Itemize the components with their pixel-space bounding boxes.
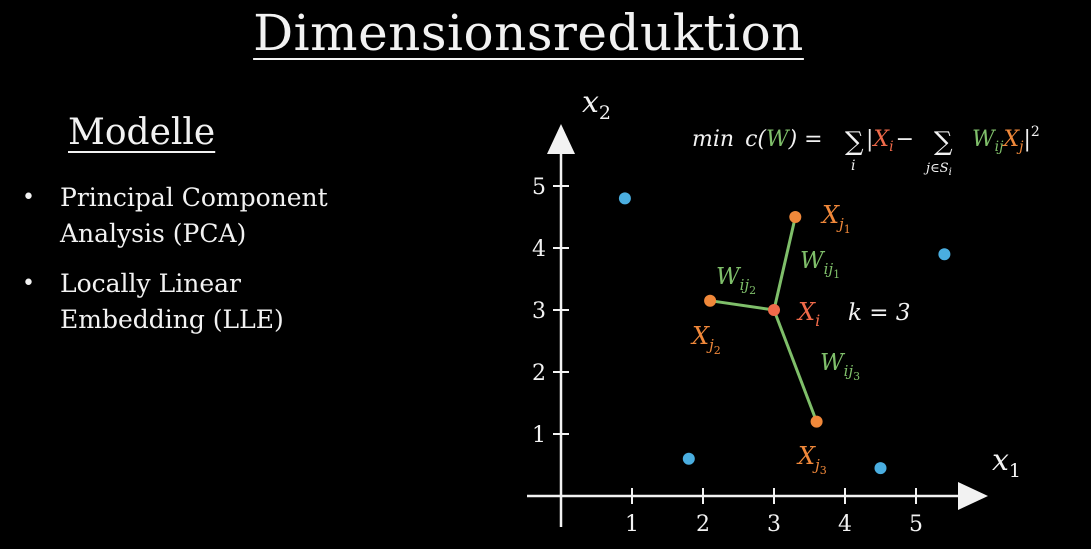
svg-text:WijXj|2: $W_{ij}X_j|^2$ bbox=[972, 124, 1040, 155]
x-tick-label: 3 bbox=[767, 512, 781, 537]
x-tick-label: 5 bbox=[909, 512, 923, 537]
y-axis-arrow-icon bbox=[547, 124, 575, 154]
data-point bbox=[938, 248, 950, 260]
formula-c: c( bbox=[745, 127, 766, 152]
formula-W: W bbox=[765, 127, 789, 152]
x-axis-label: $x_1$ bbox=[992, 443, 1022, 482]
neighbor-label-j3: $X_j3$ bbox=[798, 442, 827, 477]
bullet-icon: • bbox=[22, 185, 35, 210]
data-point bbox=[619, 192, 631, 204]
weight-label-j3: $W_{ij}3$ bbox=[820, 350, 861, 383]
formula-eq: ) = bbox=[788, 127, 823, 152]
neighbor-point-2 bbox=[704, 295, 716, 307]
weight-line-3 bbox=[774, 310, 817, 422]
lle-cost-formula bbox=[692, 124, 1040, 178]
data-point bbox=[683, 453, 695, 465]
bullet-icon: • bbox=[22, 271, 35, 296]
center-point bbox=[768, 304, 780, 316]
models-heading: Modelle bbox=[68, 112, 216, 153]
y-tick-label: 5 bbox=[532, 175, 546, 200]
weight-line-2 bbox=[710, 301, 774, 310]
center-point-label: $X_i$ bbox=[798, 298, 821, 330]
x-tick-label: 4 bbox=[838, 512, 852, 537]
y-axis-label: $x_2$ bbox=[582, 85, 612, 124]
weight-line-1 bbox=[774, 217, 795, 310]
svg-text:j∈Si: $j\in S_i$ bbox=[926, 161, 952, 178]
y-tick-label: 2 bbox=[532, 361, 546, 386]
x-tick-label: 2 bbox=[696, 512, 710, 537]
sum2-icon: ∑ bbox=[934, 127, 953, 157]
svg-text:min c(W) = bbox=[692, 127, 823, 152]
slide-title: Dimensionsreduktion bbox=[253, 4, 804, 62]
formula-min: min bbox=[692, 127, 735, 152]
neighbor-point-1 bbox=[789, 211, 801, 223]
neighbor-point-3 bbox=[811, 416, 823, 428]
list-item-text: Locally Linear Embedding (LLE) bbox=[60, 269, 284, 334]
weight-label-j1: $W_{ij}1$ bbox=[800, 248, 841, 281]
neighbor-label-j1: $X_j1$ bbox=[822, 201, 851, 236]
k-label: k = 3 bbox=[848, 300, 911, 326]
weight-label-j2: $W_{ij}2$ bbox=[716, 264, 757, 297]
sum-icon: ∑ bbox=[845, 127, 864, 157]
y-tick-label: 1 bbox=[532, 423, 546, 448]
formula-sum-sub-i: i bbox=[851, 158, 856, 174]
y-tick-label: 4 bbox=[532, 237, 546, 262]
x-axis-arrow-icon bbox=[958, 482, 988, 510]
neighbor-label-j2: $X_j2$ bbox=[692, 322, 721, 357]
data-point bbox=[875, 462, 887, 474]
y-tick-label: 3 bbox=[532, 299, 546, 324]
x-tick-label: 1 bbox=[625, 512, 639, 537]
list-item-text: Principal Component Analysis (PCA) bbox=[60, 183, 328, 248]
svg-text:|Xi−: $|X_i-$ bbox=[866, 127, 915, 155]
